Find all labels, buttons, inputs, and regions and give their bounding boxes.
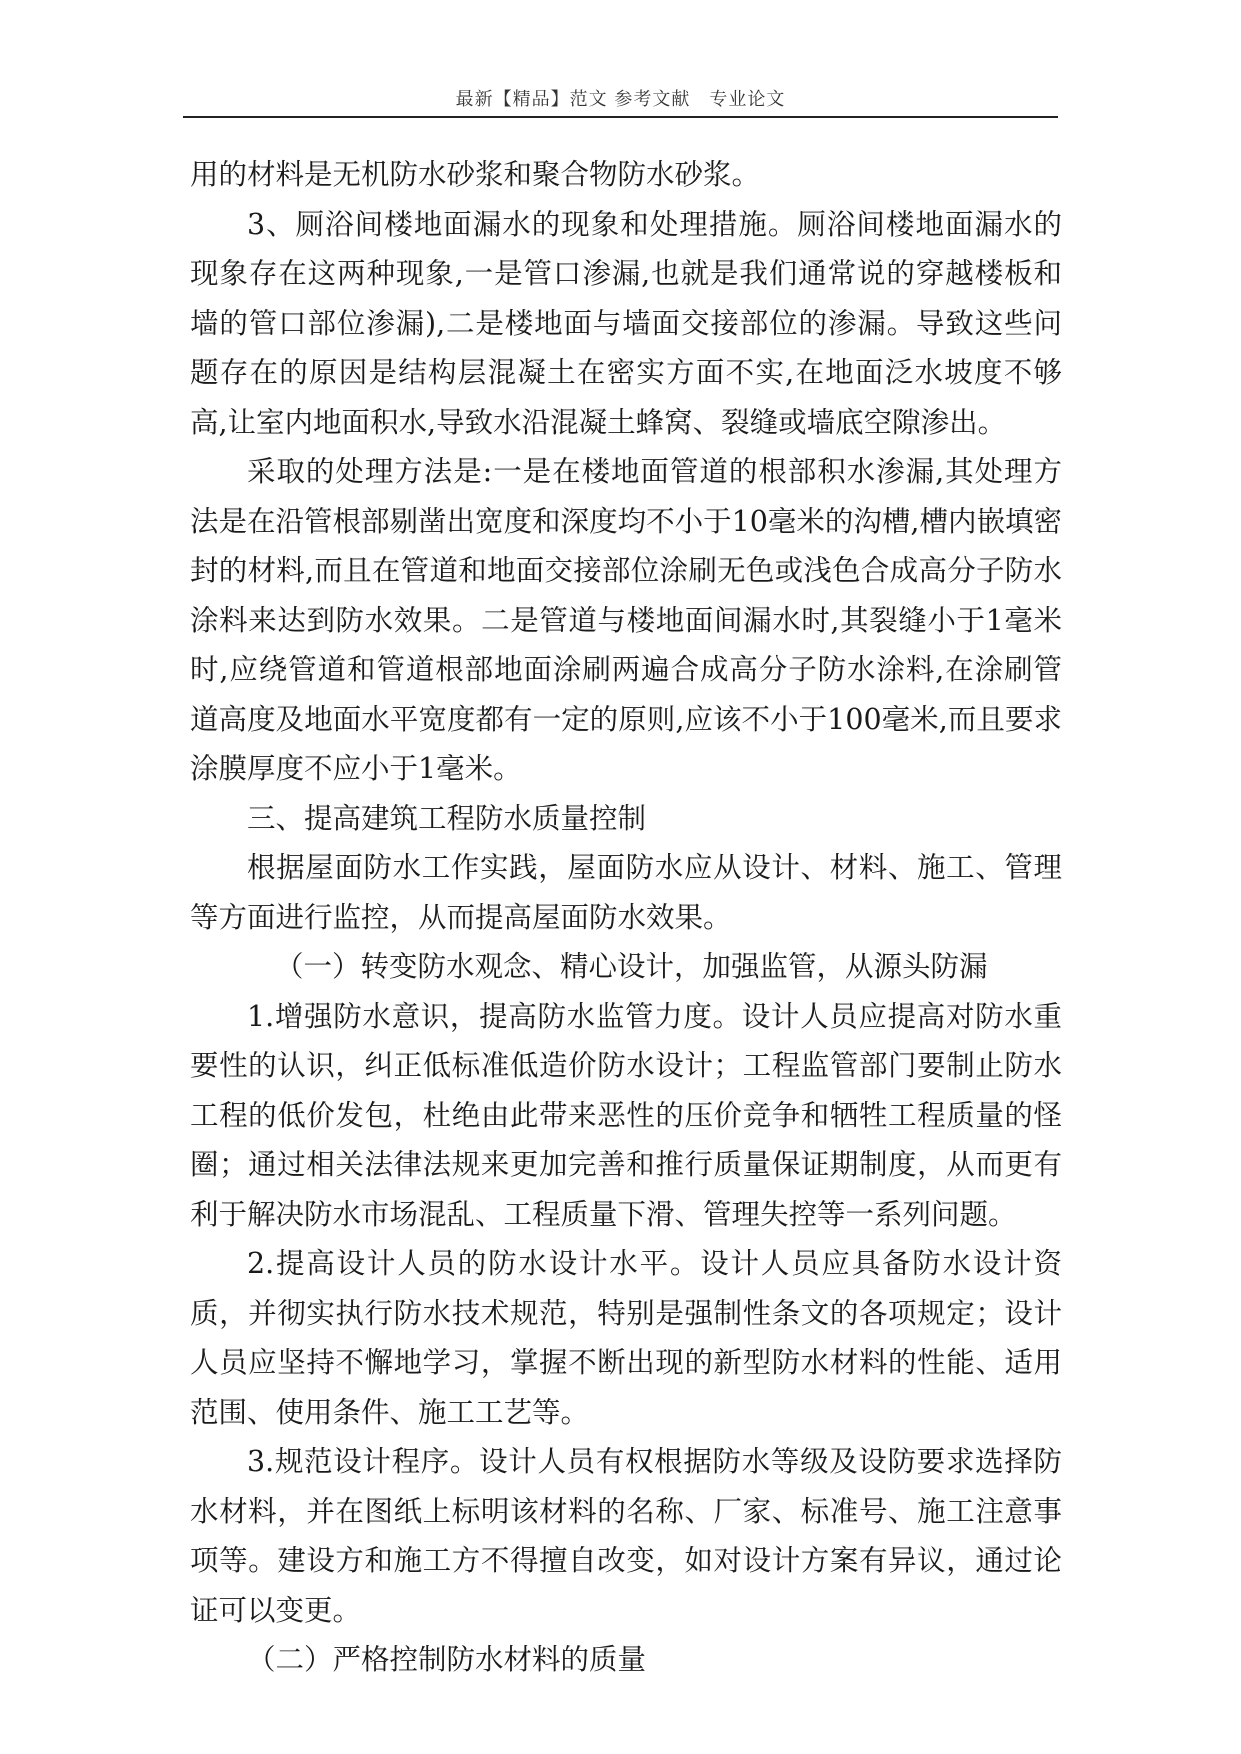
header-rule xyxy=(183,116,1058,118)
subsection-heading-1: （一）转变防水观念、精心设计，加强监管，从源头防漏 xyxy=(275,950,988,983)
subsection-heading-2: （二）严格控制防水材料的质量 xyxy=(247,1643,647,1676)
document-body xyxy=(190,150,1062,1685)
paragraph-roof-practice: 根据屋面防水工作实践，屋面防水应从设计、材料、施工、管理等方面进行监控，从而提高屋面防水效果。 xyxy=(190,851,1062,934)
page-header: 最新【精品】范文 参考文献 专业论文 xyxy=(455,89,786,110)
paragraph-bathroom-leak: 3、厕浴间楼地面漏水的现象和处理措施。厕浴间楼地面漏水的现象存在这两种现象,一是管口渗漏,也就是我们通常说的穿越楼板和墙的管口部位渗漏),二是楼地面与墙面交接部位的渗漏。导致这些问题存在的原因是结构层混凝土在密实方面不实,在地面泛水坡度不够高,让室内地面积水,导致水沿混凝土蜂窝、裂缝或墙底空隙渗出。 xyxy=(190,207,1062,439)
paragraph-item-1: 1.增强防水意识，提高防水监管力度。设计人员应提高对防水重要性的认识，纠正低标准低造价防水设计；工程监管部门要制止防水工程的低价发包，杜绝由此带来恶性的压价竞争和牺牲工程质量的怪圈；通过相关法律法规来更加完善和推行质量保证期制度，从而更有利于解决防水市场混乱、工程质量下滑、管理失控等一系列问题。 xyxy=(190,999,1062,1231)
paragraph-continuation: 用的材料是无机防水砂浆和聚合物防水砂浆。 xyxy=(190,158,761,191)
paragraph-item-2: 2.提高设计人员的防水设计水平。设计人员应具备防水设计资质，并彻实执行防水技术规范，特别是强制性条文的各项规定；设计人员应坚持不懈地学习，掌握不断出现的新型防水材料的性能、适用范围、使用条件、施工工艺等。 xyxy=(190,1247,1062,1429)
paragraph-treatment-method: 采取的处理方法是:一是在楼地面管道的根部积水渗漏,其处理方法是在沿管根部剔凿出宽度和深度均不小于10毫米的沟槽,槽内嵌填密封的材料,而且在管道和地面交接部位涂刷无色或浅色合成高分子防水涂料来达到防水效果。二是管道与楼地面间漏水时,其裂缝小于1毫米时,应绕管道和管道根部地面涂刷两遍合成高分子防水涂料,在涂刷管道高度及地面水平宽度都有一定的原则,应该不小于100毫米,而且要求涂膜厚度不应小于1毫米。 xyxy=(190,455,1062,785)
section-heading-3: 三、提高建筑工程防水质量控制 xyxy=(247,801,647,835)
paragraph-item-3: 3.规范设计程序。设计人员有权根据防水等级及设防要求选择防水材料，并在图纸上标明该材料的名称、厂家、标准号、施工注意事项等。建设方和施工方不得擅自改变，如对设计方案有异议，通过论证可以变更。 xyxy=(190,1445,1062,1627)
